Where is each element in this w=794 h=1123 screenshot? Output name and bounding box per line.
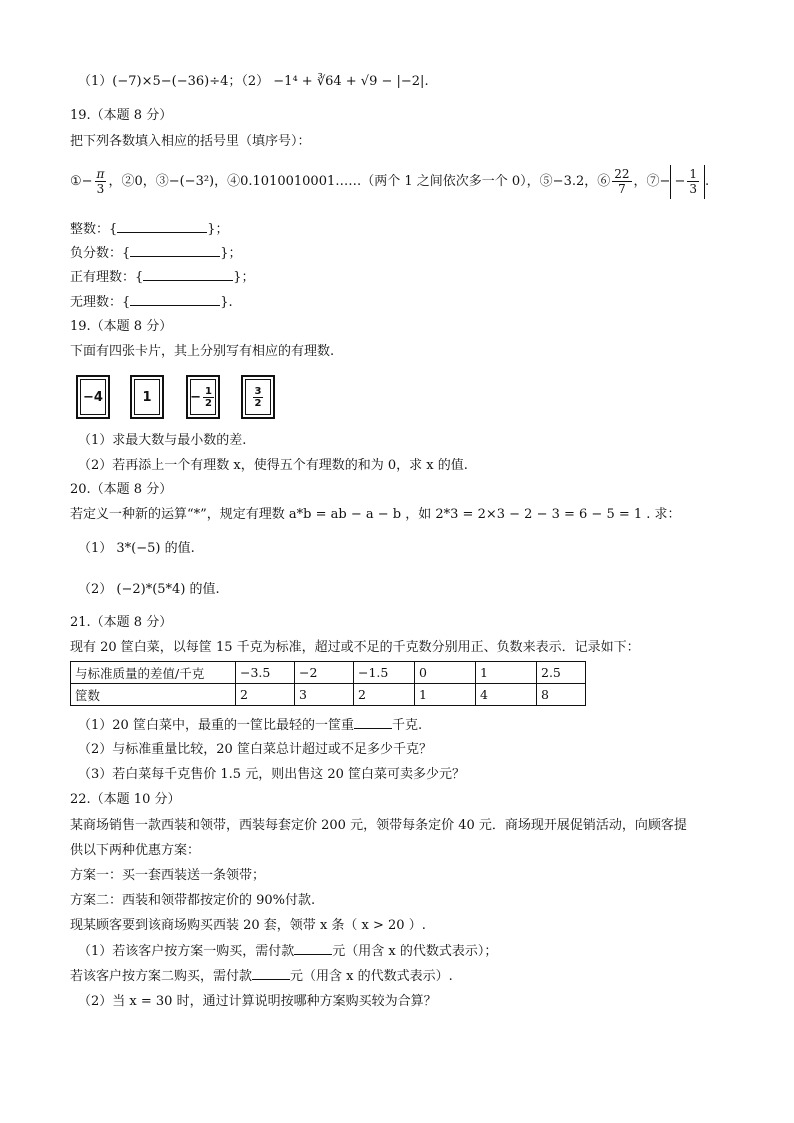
q22-condition: 现某顾客要到该商场购买西装 20 套，领带 x 条（ x > 20 ）. xyxy=(70,918,426,933)
card-4 xyxy=(241,375,275,419)
q22-p1d-tail: 元（用含 x 的代数式表示）. xyxy=(290,969,453,984)
answer-blank[interactable] xyxy=(252,967,290,980)
cat-close: }； xyxy=(233,270,255,285)
q20-intro: 若定义一种新的运算“*”，规定有理数 a*b = ab − a − b ，如 2*3 = 2×3 − 2 − 3 = 6 − 5 = 1 . 求： xyxy=(70,507,681,522)
cat-irrational xyxy=(70,293,233,312)
q22-part2: （2）当 x = 30 时，通过计算说明按哪种方案购买较为合算？ xyxy=(78,994,437,1009)
part-label: （1） xyxy=(78,74,113,89)
q19-items xyxy=(70,165,709,199)
expression-line xyxy=(78,73,429,91)
q22-part1b xyxy=(70,967,453,986)
cat-pos-rational xyxy=(70,268,255,287)
answer-blank[interactable] xyxy=(143,268,233,281)
answer-blank[interactable] xyxy=(130,244,220,257)
q22-header: 22.（本题 10 分） xyxy=(70,792,181,807)
table-cell: 与标准质量的差值/千克 xyxy=(71,662,236,684)
table-cell: 1 xyxy=(415,684,476,706)
q21-part1 xyxy=(78,716,422,735)
expression-text: (−7)×5−(−36)÷4；（2） −1⁴ + ∛64 + √9 − |−2|. xyxy=(112,74,429,89)
q21-part2: （2）与标准重量比较，20 筐白菜总计超过或不足多少千克？ xyxy=(78,742,432,757)
answer-blank[interactable] xyxy=(294,942,332,955)
q20-part1: （1） 3*(−5) 的值. xyxy=(78,541,195,556)
table-cell: 2 xyxy=(354,684,415,706)
cat-integer xyxy=(70,220,229,239)
q19b-part1: （1）求最大数与最小数的差. xyxy=(78,433,247,448)
abs-den: 3 xyxy=(689,182,697,196)
table-cell: 2.5 xyxy=(537,662,586,684)
cat-label: 整数：{ xyxy=(70,222,118,237)
table-cell: −3.5 xyxy=(236,662,295,684)
table-cell: 4 xyxy=(476,684,537,706)
items-tail: . xyxy=(704,174,710,189)
table-cell: 8 xyxy=(537,684,586,706)
f-den: 7 xyxy=(618,182,626,196)
cat-neg-fraction xyxy=(70,244,242,263)
cat-label: 无理数：{ xyxy=(70,295,131,310)
q22-p1-text: （1）若该客户按方案一购买，需付款 xyxy=(78,944,295,959)
q20-part2: （2） (−2)*(5*4) 的值. xyxy=(78,582,220,597)
difference-table xyxy=(70,661,586,706)
table-cell: 0 xyxy=(415,662,476,684)
table-row xyxy=(71,684,586,706)
table-cell: −2 xyxy=(295,662,354,684)
abs-fraction: − $\frac{1}{3}$ xyxy=(670,165,705,199)
card3-sign: − xyxy=(190,389,201,405)
q22-plan1: 方案一：买一套西装送一条领带； xyxy=(70,868,266,883)
cat-close: }； xyxy=(207,222,229,237)
q21-intro: 现有 20 筐白菜，以每筐 15 千克为标准，超过或不足的千克数分别用正、负数来表示．记录如下： xyxy=(70,640,640,655)
q21-p1-unit: 千克. xyxy=(391,718,423,733)
q22-intro2: 供以下两种优惠方案： xyxy=(70,843,201,858)
card-3 xyxy=(186,375,220,419)
card3-frac xyxy=(203,386,214,409)
items-mid: ，②0，③−(−3²)，④0.1010010001……（两个 1 之间依次多一个 0），⑤−3.2，⑥ xyxy=(108,174,611,189)
answer-blank[interactable] xyxy=(117,220,207,233)
answer-blank[interactable] xyxy=(130,293,220,306)
cat-label: 负分数：{ xyxy=(70,246,131,261)
q22-plan2: 方案二：西装和领带都按定价的 90%付款. xyxy=(70,893,316,908)
q19-header: 19.（本题 8 分） xyxy=(70,108,173,123)
item-1-prefix: ①− xyxy=(70,174,93,189)
table-row xyxy=(71,662,586,684)
table-cell: 1 xyxy=(476,662,537,684)
q19-instruction: 把下列各数填入相应的括号里（填序号）： xyxy=(70,134,311,149)
card-2: 1 xyxy=(130,375,164,419)
f-num: 22 xyxy=(614,167,630,181)
card-1: −4 xyxy=(76,375,110,419)
items-end: ，⑦− xyxy=(633,174,671,189)
q20-header: 20.（本题 8 分） xyxy=(70,482,173,497)
table-cell: −1.5 xyxy=(354,662,415,684)
q19b-part2: （2）若再添上一个有理数 x，使得五个有理数的和为 0，求 x 的值. xyxy=(78,458,468,473)
abs-num: 1 xyxy=(689,167,697,181)
pi-den: 3 xyxy=(96,182,105,196)
cat-label: 正有理数：{ xyxy=(70,270,144,285)
table-cell: 2 xyxy=(236,684,295,706)
q19b-header: 19.（本题 8 分） xyxy=(70,319,173,334)
table-cell: 3 xyxy=(295,684,354,706)
q22-part1 xyxy=(78,942,497,961)
answer-blank[interactable] xyxy=(354,716,392,729)
card3-den: 2 xyxy=(204,397,212,409)
q21-header: 21.（本题 8 分） xyxy=(70,615,173,630)
q21-part3: （3）若白菜每千克售价 1.5 元，则出售这 20 筐白菜可卖多少元？ xyxy=(78,767,466,782)
card4-num: 3 xyxy=(254,385,262,397)
q21-p1-text: （1）20 筐白菜中，最重的一筐比最轻的一筐重 xyxy=(78,718,354,733)
q22-p1c-text: 若该客户按方案二购买，需付款 xyxy=(70,969,253,984)
cat-close: }； xyxy=(220,246,242,261)
q22-intro1: 某商场销售一款西装和领带，西装每套定价 200 元，领带每条定价 40 元．商场现开展促销活动，向顾客提 xyxy=(70,818,687,833)
card3-num: 1 xyxy=(204,385,212,397)
abs-frac xyxy=(687,167,699,196)
q19b-intro: 下面有四张卡片，其上分别写有相应的有理数. xyxy=(70,344,335,359)
fraction-22-7 xyxy=(612,167,631,196)
pi-num: π xyxy=(96,167,105,181)
card4-frac xyxy=(253,386,264,409)
table-cell: 筐数 xyxy=(71,684,236,706)
cat-close: }. xyxy=(220,295,233,310)
pi-fraction xyxy=(95,167,107,196)
q22-p1-tail: 元（用含 x 的代数式表示）； xyxy=(332,944,498,959)
card4-den: 2 xyxy=(254,397,262,409)
